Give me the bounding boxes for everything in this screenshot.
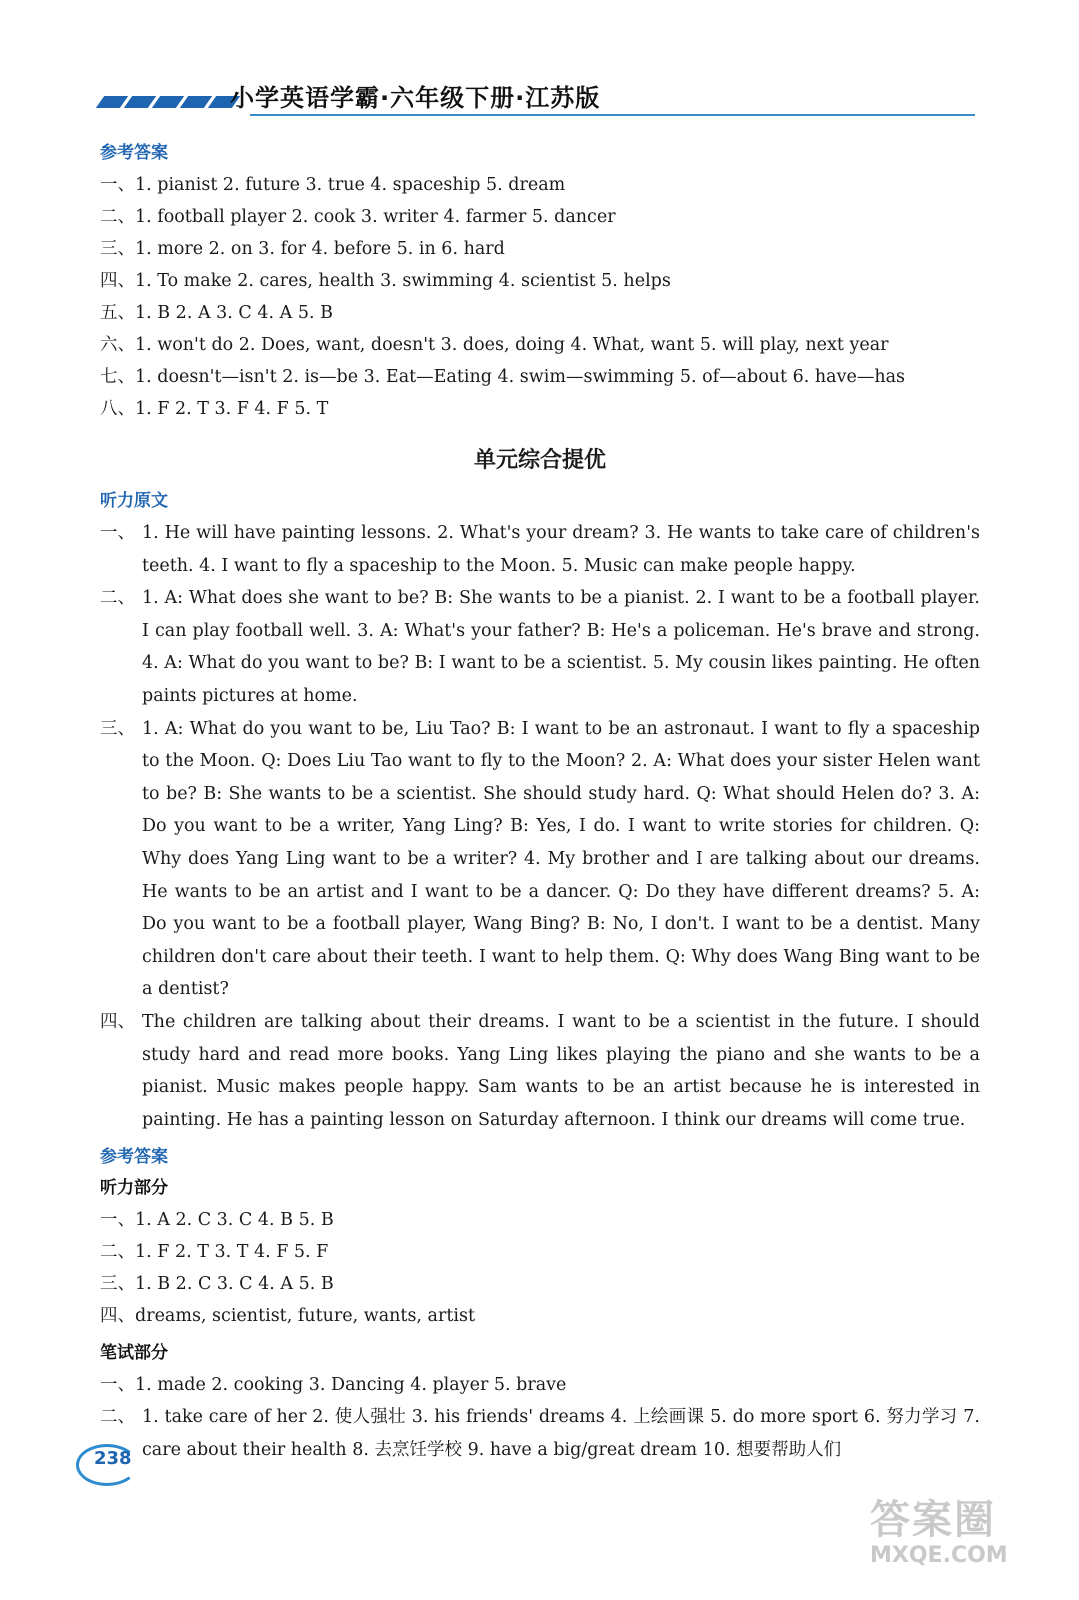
watermark-url: MXQE.COM — [870, 1543, 1008, 1568]
answer-line: 一、1. pianist 2. future 3. true 4. spaceship 5. dream — [100, 175, 566, 195]
answer-line: 五、1. B 2. A 3. C 4. A 5. B — [100, 303, 333, 323]
book-title: 小学英语学霸·六年级下册·江苏版 — [230, 84, 601, 112]
paragraph-text: The children are talking about their dreams. I want to be a scientist in the future. I should study hard and read more books. Yang Ling likes playing the piano and she wants to be a pianist. Music makes people happy. Sam wants to be an artist because he is interested in painting. He has a painting lesson on Saturday afternoon. I think our dreams will come true. — [142, 1011, 980, 1130]
listening-paragraph — [100, 713, 980, 1006]
page-header — [100, 78, 980, 118]
paragraph-index: 一、 — [100, 523, 135, 543]
listening-paragraph — [100, 517, 980, 582]
answer-line: 二、1. F 2. T 3. T 4. F 5. F — [100, 1242, 329, 1263]
watermark-logo-text: 答案圈 — [870, 1497, 996, 1543]
listening-part-label: 听力部分 — [100, 1178, 168, 1199]
paragraph-text: 1. A: What do you want to be, Liu Tao? B: I want to be an astronaut. I want to fly a spaceship to the Moon. Q: Does Liu Tao want to fly to the Moon? 2. A: What does your sister Helen want to be? B: She wants to be a scientist. She should study hard. Q: What should Helen do? 3. A: Do you want to be a writer, Yang Ling? B: Yes, I do. I want to write stories for children. Q: Why does Yang Ling want to be a writer? 4. My brother and I are talking about our dreams. He wants to be an artist and I want to be a dancer. Q: Do they have different dreams? 5. A: Do you want to be a football player, Wang Bing? B: No, I don't. I want to be a dentist. Many children don't care about their teeth. I want to help them. Q: Why does Wang Bing want to be a dentist? — [142, 718, 980, 1000]
page-number-badge — [72, 1440, 136, 1484]
answer-line: 七、1. doesn't—isn't 2. is—be 3. Eat—Eating 4. swim—swimming 5. of—about 6. have—has — [100, 367, 906, 387]
answers-label-1: 参考答案 — [100, 143, 168, 163]
listening-script-label: 听力原文 — [100, 491, 168, 511]
answers-label-2: 参考答案 — [100, 1147, 168, 1168]
paragraph-text: 1. He will have painting lessons. 2. What's your dream? 3. He wants to take care of children's teeth. 4. I want to fly a spaceship to the Moon. 5. Music can make people happy. — [142, 523, 980, 576]
paragraph-text: 1. A: What does she want to be? B: She wants to be a pianist. 2. I want to be a football player. I can play football well. 3. A: What's your father? B: He's a policeman. He's brave and strong. 4. A: What do you want to be? B: I want to be a scientist. 5. My cousin likes painting. He often paints pictures at home. — [142, 588, 980, 706]
listening-paragraph — [100, 582, 980, 712]
answer-line: 一、1. made 2. cooking 3. Dancing 4. player 5. brave — [100, 1375, 567, 1396]
answer-line: 一、1. A 2. C 3. C 4. B 5. B — [100, 1210, 334, 1231]
page-content — [100, 132, 980, 1466]
header-stripes-decoration — [100, 96, 236, 108]
watermark — [870, 1488, 1060, 1588]
paragraph-index: 四、 — [100, 1011, 135, 1032]
page-number: 238 — [94, 1448, 132, 1469]
paragraph-index: 三、 — [100, 718, 135, 739]
answer-line: 四、1. To make 2. cares, health 3. swimming 4. scientist 5. helps — [100, 271, 671, 291]
written-part-label: 笔试部分 — [100, 1343, 168, 1364]
header-divider — [250, 114, 975, 116]
paragraph-index: 二、 — [100, 588, 135, 609]
paragraph-index: 二、 — [100, 1407, 135, 1428]
answer-line: 八、1. F 2. T 3. F 4. F 5. T — [100, 399, 329, 419]
answer-line: 二、1. football player 2. cook 3. writer 4. farmer 5. dancer — [100, 207, 616, 227]
listening-paragraph — [100, 1006, 980, 1136]
answer-line: 六、1. won't do 2. Does, want, doesn't 3. does, doing 4. What, want 5. will play, next year — [100, 335, 889, 355]
paragraph-text: 1. take care of her 2. 使人强壮 3. his friends' dreams 4. 上绘画课 5. do more sport 6. 努力学习 7. care about their health 8. 去烹饪学校 9. have a big/great dream 10. 想要帮助人们 — [142, 1407, 980, 1460]
answer-line: 三、1. more 2. on 3. for 4. before 5. in 6. hard — [100, 239, 505, 259]
answer-line: 四、dreams, scientist, future, wants, artist — [100, 1306, 475, 1327]
answer-line: 三、1. B 2. C 3. C 4. A 5. B — [100, 1274, 334, 1295]
unit-title: 单元综合提优 — [473, 448, 606, 473]
answer-paragraph — [100, 1401, 980, 1466]
